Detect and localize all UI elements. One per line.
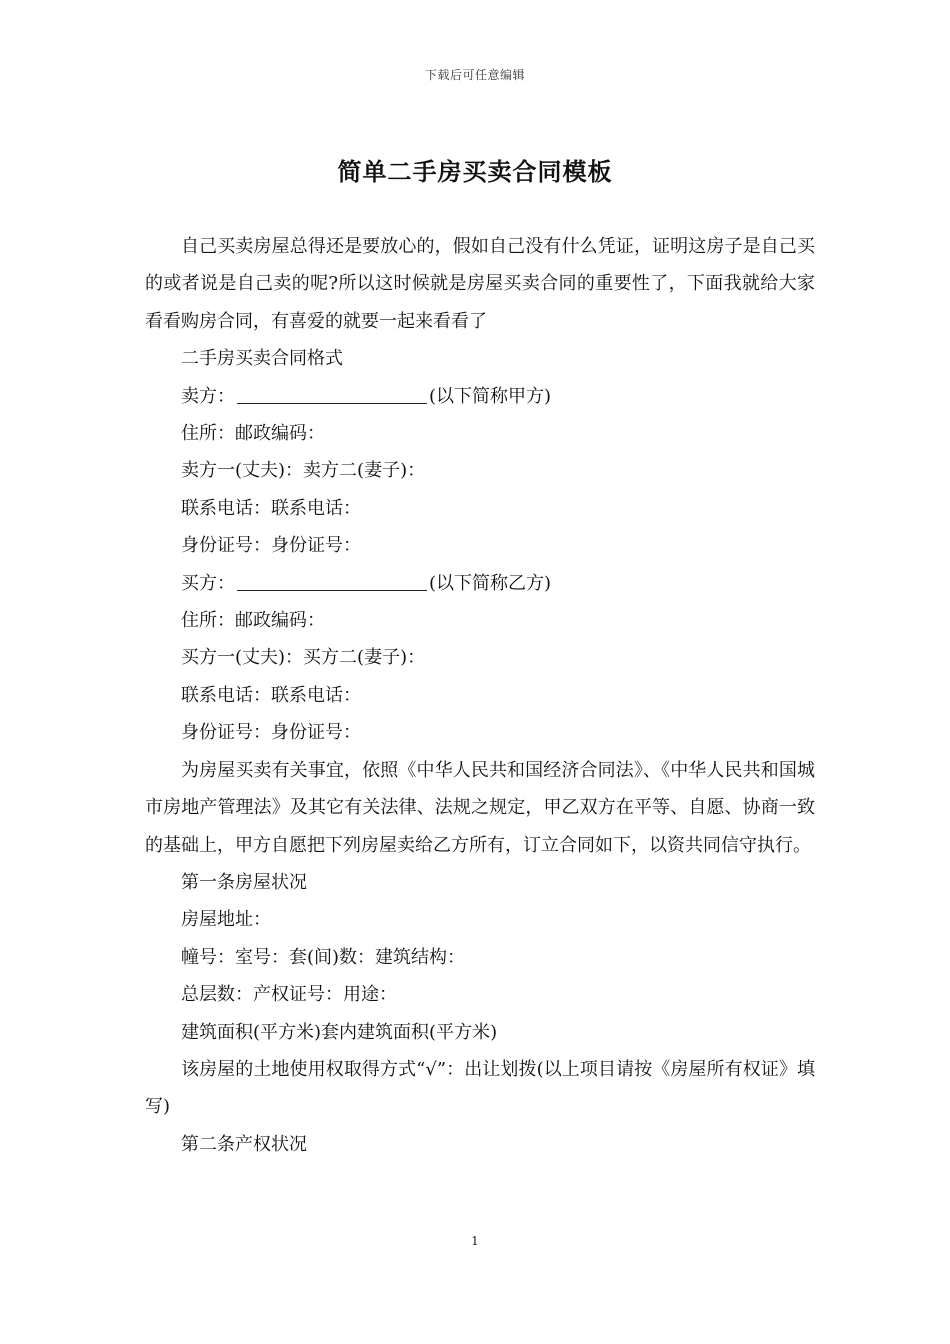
buyer-parties-line: 买方一(丈夫)：买方二(妻子)： [181,647,426,669]
buyer-address-line: 住所：邮政编码： [181,610,325,632]
house-floors-line: 总层数：产权证号：用途： [181,984,397,1006]
seller-name-blank [237,385,427,404]
house-area-line: 建筑面积(平方米)套内建筑面积(平方米) [181,1021,498,1043]
house-units-line: 幢号：室号：套(间)数：建筑结构： [181,946,466,968]
intro-paragraph: 自己买卖房屋总得还是要放心的，假如自己没有什么凭证，证明这房子是自己买的或者说是自己卖的呢?所以这时候就是房屋买卖合同的重要性了，下面我就给大家看看购房合同，有喜爱的就要一起来看看了 [145,236,815,332]
buyer-phone-line: 联系电话：联系电话： [181,684,361,706]
seller-suffix: (以下简称甲方) [429,385,552,407]
article-2-heading: 第二条产权状况 [181,1133,307,1155]
document-title: 简单二手房买卖合同模板 [337,157,613,186]
seller-label: 卖方： [181,385,235,407]
seller-address-line: 住所：邮政编码： [181,423,325,445]
buyer-id-line: 身份证号：身份证号： [181,722,361,744]
house-address-line: 房屋地址： [181,909,271,931]
buyer-line [145,565,815,602]
article-1-heading: 第一条房屋状况 [181,871,307,893]
land-use-paragraph: 该房屋的土地使用权取得方式“√”：出让划拨(以上项目请按《房屋所有权证》填写) [145,1058,815,1118]
seller-phone-line: 联系电话：联系电话： [181,497,361,519]
buyer-suffix: (以下简称乙方) [429,572,552,594]
seller-line [145,378,815,415]
seller-id-line: 身份证号：身份证号： [181,535,361,557]
page-number: 1 [471,1234,479,1248]
buyer-label: 买方： [181,572,235,594]
buyer-name-blank [237,572,427,591]
document-body [145,228,815,1163]
header-note: 下载后可任意编辑 [424,68,525,82]
seller-parties-line: 卖方一(丈夫)：卖方二(妻子)： [181,460,426,482]
preamble-paragraph: 为房屋买卖有关事宜，依照《中华人民共和国经济合同法》、《中华人民共和国城市房地产管理法》及其它有关法律、法规之规定，甲乙双方在平等、自愿、协商一致的基础上，甲方自愿把下列房屋卖给乙方所有，订立合同如下，以资共同信守执行。 [145,759,815,856]
format-heading: 二手房买卖合同格式 [181,348,343,370]
